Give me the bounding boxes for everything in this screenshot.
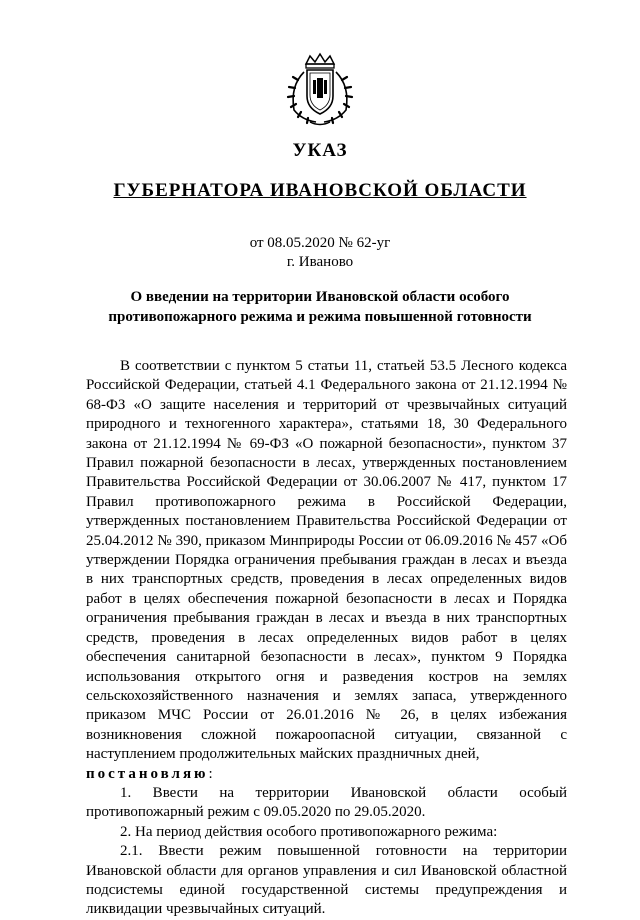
subject-line-2: противопожарного режима и режима повышенной готовности xyxy=(108,309,532,325)
document-title: УКАЗ xyxy=(292,140,348,161)
decree-line xyxy=(86,765,567,784)
document-city: г. Иваново xyxy=(286,254,354,270)
subject-line-1: О введении на территории Ивановской области особого xyxy=(130,289,510,305)
document-body xyxy=(86,357,567,920)
item-2: 2. На период действия особого противопожарного режима: xyxy=(120,823,498,840)
document-date-number: от 08.05.2020 № 62-уг xyxy=(249,235,391,251)
preamble-paragraph: В соответствии с пунктом 5 статьи 11, статьей 53.5 Лесного кодекса Российской Федерации, статьей 4.1 Федерального закона от 21.12.1994 № 68-ФЗ «О защите населения и территорий от чрезвычайных ситуаций природного и техногенного характера», статьями 18, 30 Федерального закона от 21.12.1994 № 69-ФЗ «О пожарной безопасности», пунктом 37 Правил пожарной безопасности в лесах, утвержденных постановлением Правительства Российской Федерации от 30.06.2007 № 417, пунктом 17 Правил противопожарного режима в Российской Федерации, утвержденных постановлением Правительства Российской Федерации от 25.04.2012 № 390, приказом Минприроды России от 06.09.2016 № 457 «Об утверждении Порядка ограничения пребывания граждан в лесах и въезда в них транспортных средств, проведения в лесах определенных видов работ в целях обеспечения пожарной безопасности в лесах и Порядка ограничения пребывания граждан в лесах и въезда в них транспортных средств, проведения в лесах определенных видов работ в целях обеспечения санитарной безопасности в лесах», пунктом 9 Порядка использования открытого огня и разведения костров на землях сельскохозяйственного назначения и землях запаса, утвержденного приказом МЧС России от 26.01.2016 № 26, в целях избежания возникновения сложной пожароопасной ситуации, связанной с наступлением продолжительных майских праздничных дней, xyxy=(86,358,567,763)
coat-of-arms-emblem xyxy=(280,50,360,130)
decree-colon: : xyxy=(208,765,213,782)
document-subject xyxy=(60,287,580,327)
item-1: 1. Ввести на территории Ивановской области особый противопожарный режим с 09.05.2020 по 29.05.2020. xyxy=(86,784,567,821)
item-2-1: 2.1. Ввести режим повышенной готовности на территории Ивановской области для органов управления и сил Ивановской областной подсистемы единой государственной системы предупреждения и ликвидации чрезвычайных ситуаций. xyxy=(86,843,567,918)
decree-word: постановляю xyxy=(86,765,209,782)
document-issuer: ГУБЕРНАТОРА ИВАНОВСКОЙ ОБЛАСТИ xyxy=(113,180,527,201)
